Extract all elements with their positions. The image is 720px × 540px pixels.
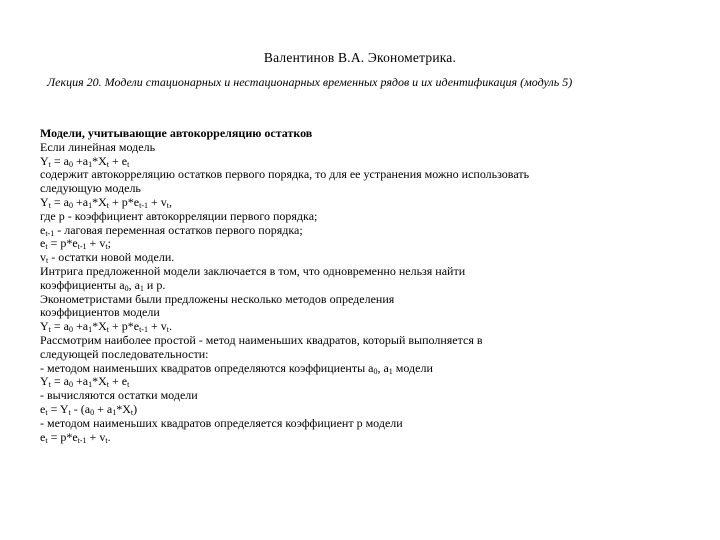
formula-line: коэффициенты $a_0$, $a_1$ и p. — [40, 277, 166, 293]
formula-line: $Y_t = a_0 +a_1*X_t + p*e_{t-1} + v_t$. — [40, 319, 172, 335]
text-line: Если линейная модель — [40, 139, 156, 154]
formula-line: $e_{t-1}$ - лаговая переменная остатков первого порядка; — [40, 222, 303, 238]
text-line: коэффициентов модели — [40, 305, 160, 320]
section-heading: Модели, учитывающие автокорреляцию остатков — [40, 126, 313, 140]
text-line: Рассмотрим наиболее простой - метод наименьших квадратов, который выполняется в — [40, 332, 483, 347]
text-line: где p - коэффициент автокорреляции первого порядка; — [40, 208, 318, 223]
text-line: следующую модель — [40, 181, 141, 196]
lecture-subtitle: Лекция 20. Модели стационарных и нестационарных временных рядов и их идентификация (модуль 5) — [47, 75, 573, 89]
formula-line: - методом наименьших квадратов определяется коэффициент p модели — [40, 415, 403, 430]
text-line: содержит автокорреляцию остатков первого порядка, то для ее устранения можно использовать — [40, 167, 530, 182]
body-text — [40, 127, 690, 444]
formula-line: $Y_t = a_0 +a_1*X_t + e_t$ — [40, 153, 130, 169]
text-line: следующей последовательности: — [40, 346, 209, 361]
formula-line: $e_t = Y_t - (a_0 + a_1*X_t)$ — [40, 401, 138, 417]
formula-line: $Y_t = a_0 +a_1*X_t + p*e_{t-1} + v_t$, — [40, 194, 172, 210]
formula-line: $v_t$ - остатки новой модели. — [40, 250, 175, 266]
formula-line: $e_t = p*e_{t-1} + v_t$. — [40, 429, 111, 445]
text-line: Интрига предложенной модели заключается в том, что одновременно нельзя найти — [40, 263, 466, 278]
formula-line: $e_t = p*e_{t-1} + v_t$; — [40, 236, 111, 252]
text-line: Эконометристами были предложены несколько методов определения — [40, 291, 395, 306]
page-title: Валентинов В.А. Эконометрика. — [263, 50, 457, 65]
formula-line: $Y_t = a_0 +a_1*X_t + e_t$ — [40, 374, 130, 390]
formula-line: - методом наименьших квадратов определяются коэффициенты $a_0$, $a_1$ модели — [40, 360, 433, 376]
text-line: - вычисляются остатки модели — [40, 388, 198, 403]
